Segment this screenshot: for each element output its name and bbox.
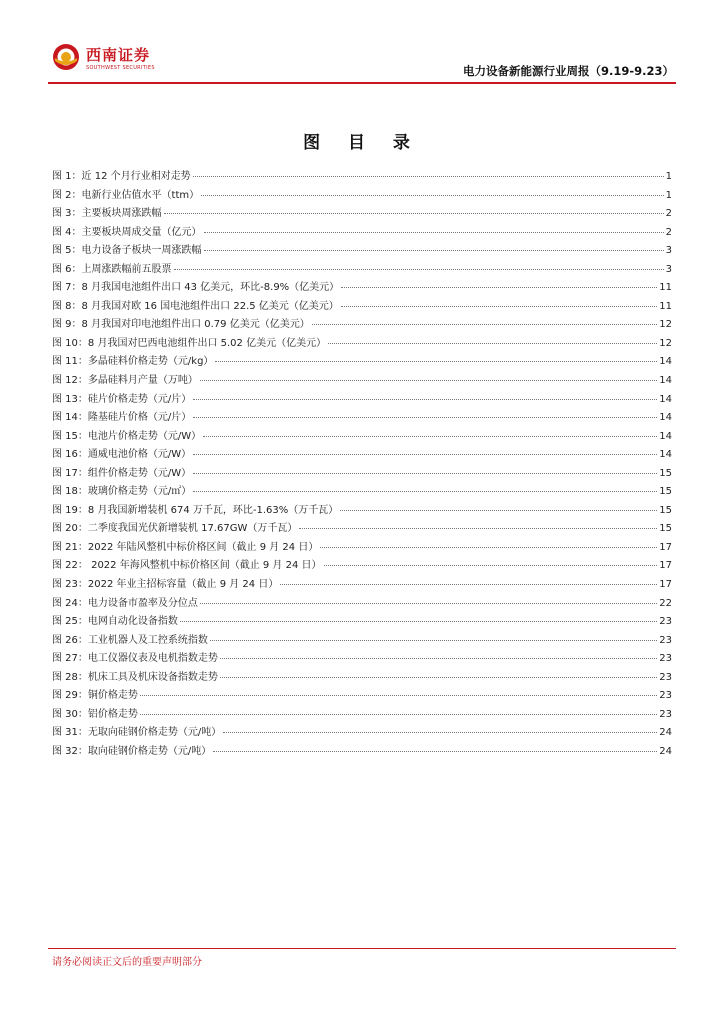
toc-entry[interactable] [52, 205, 672, 224]
figure-list [52, 168, 672, 762]
toc-entry[interactable] [52, 743, 672, 762]
toc-entry[interactable] [52, 576, 672, 595]
toc-entry-label: 图 31：无取向硅钢价格走势（元/吨） [52, 727, 222, 739]
toc-entry-label: 图 22： 2022 年海风整机中标价格区间（截止 9 月 24 日） [52, 560, 322, 572]
toc-entry-page: 17 [659, 560, 672, 572]
toc-leader-dots [204, 249, 664, 251]
toc-entry-label: 图 1：近 12 个月行业相对走势 [52, 171, 191, 182]
toc-entry-label: 图 5：电力设备子板块一周涨跌幅 [52, 245, 202, 257]
toc-leader-dots [320, 546, 657, 548]
toc-leader-dots [215, 360, 657, 362]
toc-entry[interactable] [52, 428, 672, 447]
toc-leader-dots [324, 564, 658, 566]
toc-entry-page: 24 [659, 727, 672, 739]
toc-leader-dots [220, 676, 657, 678]
toc-entry[interactable] [52, 168, 672, 187]
toc-entry[interactable] [52, 502, 672, 521]
toc-entry-label: 图 2：电新行业估值水平（ttm） [52, 189, 200, 201]
toc-leader-dots [140, 694, 657, 696]
toc-leader-dots [341, 286, 657, 288]
toc-entry-page: 1 [665, 189, 672, 201]
toc-entry[interactable] [52, 706, 672, 725]
toc-entry-page: 14 [659, 412, 672, 424]
toc-entry-page: 23 [659, 690, 672, 702]
toc-entry-page: 15 [659, 486, 672, 498]
toc-entry-page: 1 [665, 171, 672, 182]
toc-entry-label: 图 20：二季度我国光伏新增装机 17.67GW（万千瓦） [52, 523, 298, 535]
toc-entry[interactable] [52, 483, 672, 502]
toc-entry[interactable] [52, 261, 672, 280]
toc-entry-label: 图 18：玻璃价格走势（元/㎡） [52, 486, 192, 498]
toc-leader-dots [201, 194, 664, 196]
toc-leader-dots [193, 416, 657, 418]
logo-mark-icon [52, 43, 80, 71]
toc-entry[interactable] [52, 669, 672, 688]
toc-entry-label: 图 24：电力设备市盈率及分位点 [52, 597, 198, 609]
toc-entry[interactable] [52, 409, 672, 428]
toc-entry[interactable] [52, 224, 672, 243]
toc-entry-page: 2 [665, 208, 672, 220]
toc-entry[interactable] [52, 187, 672, 206]
toc-entry-page: 3 [665, 245, 672, 257]
logo-text-cn: 西南证券 [86, 46, 151, 64]
toc-entry-label: 图 15：电池片价格走势（元/W） [52, 430, 202, 442]
toc-leader-dots [204, 231, 664, 233]
toc-entry-page: 14 [659, 430, 672, 442]
toc-entry-page: 14 [659, 375, 672, 387]
toc-entry-label: 图 7：8 月我国电池组件出口 43 亿美元，环比-8.9%（亿美元） [52, 282, 340, 294]
toc-leader-dots [280, 583, 657, 585]
toc-entry-page: 2 [665, 226, 672, 238]
toc-entry-label: 图 23：2022 年业主招标容量（截止 9 月 24 日） [52, 579, 279, 591]
toc-entry[interactable] [52, 595, 672, 614]
toc-entry-label: 图 29：铜价格走势 [52, 690, 138, 702]
toc-leader-dots [340, 509, 657, 511]
toc-entry[interactable] [52, 446, 672, 465]
toc-leader-dots [223, 731, 657, 733]
toc-entry-label: 图 19：8 月我国新增装机 674 万千瓦，环比-1.63%（万千瓦） [52, 504, 339, 516]
toc-leader-dots [200, 602, 657, 604]
company-logo [48, 38, 168, 80]
toc-entry-page: 24 [659, 745, 672, 757]
toc-leader-dots [193, 453, 657, 455]
toc-leader-dots [328, 342, 657, 344]
footer-divider [48, 948, 676, 949]
toc-entry-page: 23 [659, 634, 672, 646]
toc-entry[interactable] [52, 372, 672, 391]
toc-entry[interactable] [52, 724, 672, 743]
toc-entry-label: 图 25：电网自动化设备指数 [52, 616, 178, 628]
toc-entry-label: 图 12：多晶硅料月产量（万吨） [52, 375, 198, 387]
toc-leader-dots [193, 490, 657, 492]
toc-entry-label: 图 21：2022 年陆风整机中标价格区间（截止 9 月 24 日） [52, 541, 319, 553]
toc-entry-label: 图 27：电工仪器仪表及电机指数走势 [52, 653, 218, 665]
toc-entry-label: 图 17：组件价格走势（元/W） [52, 467, 192, 479]
toc-entry-page: 15 [659, 504, 672, 516]
toc-entry-label: 图 28：机床工具及机床设备指数走势 [52, 671, 218, 683]
toc-entry-label: 图 11：多晶硅料价格走势（元/kg） [52, 356, 214, 368]
toc-entry-page: 22 [659, 597, 672, 609]
toc-entry-page: 17 [659, 579, 672, 591]
toc-leader-dots [312, 323, 658, 325]
header-divider [48, 82, 676, 84]
toc-entry-label: 图 9：8 月我国对印电池组件出口 0.79 亿美元（亿美元） [52, 319, 310, 331]
toc-entry[interactable] [52, 391, 672, 410]
toc-entry-page: 23 [659, 616, 672, 628]
toc-leader-dots [140, 713, 657, 715]
toc-entry[interactable] [52, 335, 672, 354]
toc-entry-label: 图 30：铝价格走势 [52, 708, 138, 720]
toc-leader-dots [341, 305, 657, 307]
toc-entry-page: 14 [659, 356, 672, 368]
toc-entry-label: 图 8：8 月我国对欧 16 国电池组件出口 22.5 亿美元（亿美元） [52, 300, 339, 312]
toc-entry[interactable] [52, 687, 672, 706]
toc-leader-dots [203, 435, 657, 437]
toc-entry-label: 图 32：取向硅钢价格走势（元/吨） [52, 745, 212, 757]
toc-entry[interactable] [52, 353, 672, 372]
report-title: 电力设备新能源行业周报（9.19-9.23） [462, 64, 674, 78]
toc-leader-dots [193, 472, 657, 474]
toc-entry-label: 图 14：隆基硅片价格（元/片） [52, 412, 192, 424]
toc-entry-label: 图 26：工业机器人及工控系统指数 [52, 634, 208, 646]
page-header [48, 38, 676, 84]
toc-entry-label: 图 10：8 月我国对巴西电池组件出口 5.02 亿美元（亿美元） [52, 337, 327, 349]
toc-entry-page: 14 [659, 449, 672, 461]
logo-text-en: SOUTHWEST SECURITIES [86, 65, 155, 71]
toc-entry-label: 图 4：主要板块周成交量（亿元） [52, 226, 202, 238]
toc-entry-page: 11 [659, 282, 672, 294]
toc-entry-page: 17 [659, 541, 672, 553]
toc-entry-label: 图 16：通威电池价格（元/W） [52, 449, 192, 461]
toc-entry-page: 11 [659, 300, 672, 312]
toc-entry[interactable] [52, 632, 672, 651]
toc-entry[interactable] [52, 650, 672, 669]
toc-entry-page: 15 [659, 523, 672, 535]
toc-entry[interactable] [52, 465, 672, 484]
toc-entry-page: 23 [659, 671, 672, 683]
toc-leader-dots [210, 639, 657, 641]
toc-entry-page: 14 [659, 393, 672, 405]
toc-entry[interactable] [52, 242, 672, 261]
toc-entry-page: 23 [659, 653, 672, 665]
toc-entry-label: 图 3：主要板块周涨跌幅 [52, 208, 162, 220]
toc-leader-dots [180, 620, 657, 622]
toc-leader-dots [174, 268, 664, 270]
toc-entry-label: 图 6：上周涨跌幅前五股票 [52, 263, 172, 275]
toc-entry-page: 15 [659, 467, 672, 479]
toc-entry-page: 12 [659, 319, 672, 331]
toc-entry[interactable] [52, 520, 672, 539]
toc-leader-dots [213, 750, 657, 752]
toc-leader-dots [220, 657, 657, 659]
toc-leader-dots [193, 398, 657, 400]
toc-leader-dots [193, 175, 664, 177]
toc-leader-dots [299, 527, 657, 529]
footer-disclaimer: 请务必阅读正文后的重要声明部分 [52, 957, 202, 968]
toc-entry[interactable] [52, 539, 672, 558]
toc-entry[interactable] [52, 557, 672, 576]
toc-entry-page: 3 [665, 263, 672, 275]
toc-leader-dots [164, 212, 664, 214]
toc-entry[interactable] [52, 316, 672, 335]
toc-entry-label: 图 13：硅片价格走势（元/片） [52, 393, 192, 405]
toc-entry[interactable] [52, 613, 672, 632]
toc-heading: 图 目 录 [303, 133, 421, 153]
toc-entry[interactable] [52, 298, 672, 317]
toc-entry-page: 12 [659, 337, 672, 349]
toc-leader-dots [200, 379, 657, 381]
toc-entry-page: 23 [659, 708, 672, 720]
toc-entry[interactable] [52, 279, 672, 298]
